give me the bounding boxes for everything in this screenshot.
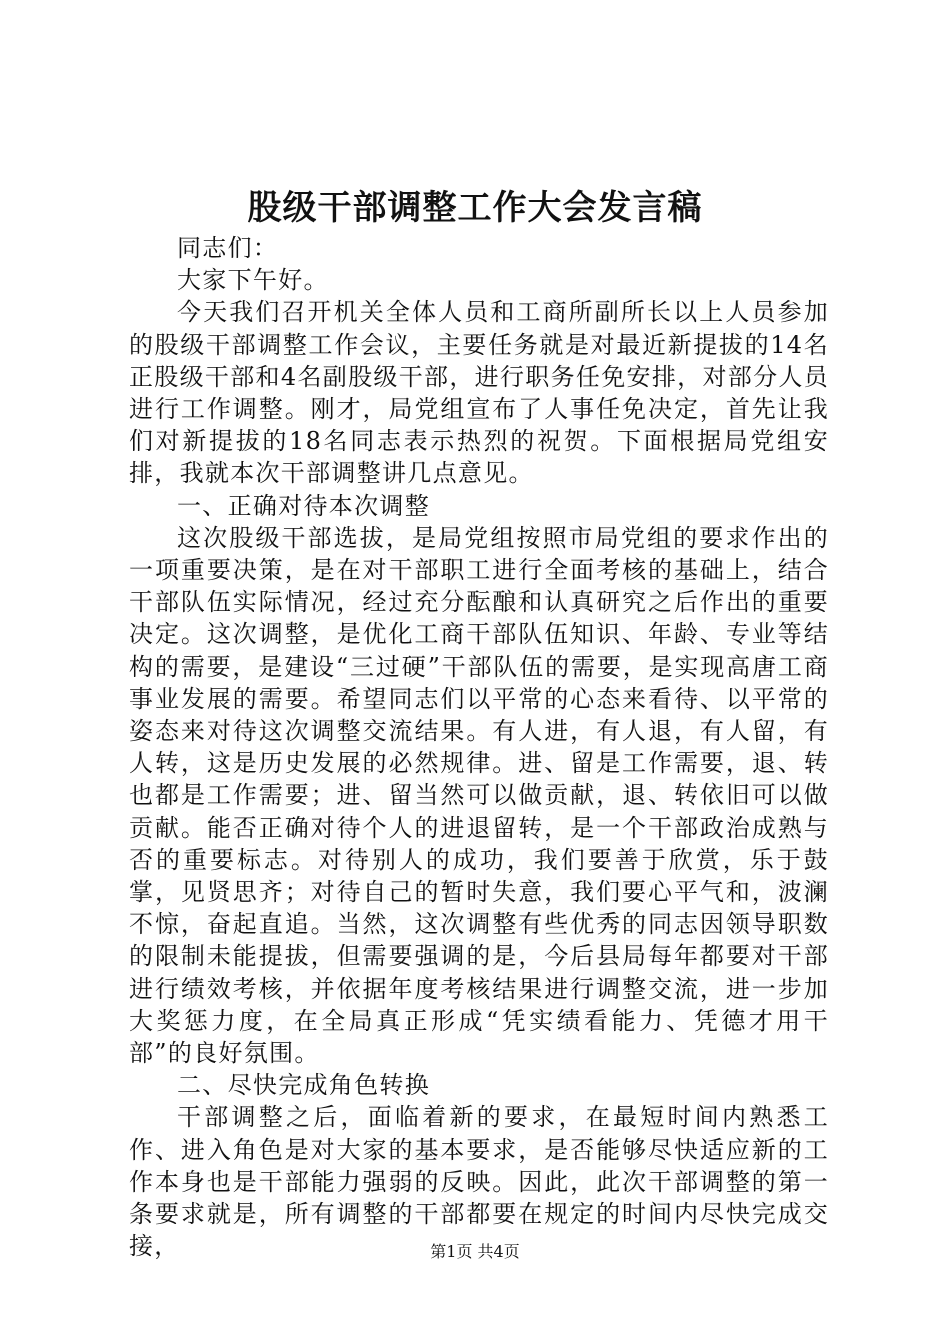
greeting: 大家下午好。 xyxy=(177,266,329,295)
page-footer: 第1页 共4页 xyxy=(430,1242,520,1261)
document-title: 股级干部调整工作大会发言稿 xyxy=(247,188,703,228)
section-1-paragraph: 这次股级干部选拔，是局党组按照市局党组的要求作出的一项重要决策，是在对干部职工进行全面考核的基础上，结合干部队伍实际情况，经过充分酝酿和认真研究之后作出的重要决定。这次调整，是优化工商干部队伍知识、年龄、专业等结构的需要，是建设“三过硬”干部队伍的需要，是实现高唐工商事业发展的需要。希望同志们以平常的心态来看待、以平常的姿态来对待这次调整交流结果。有人进，有人退，有人留，有人转，这是历史发展的必然规律。进、留是工作需要，退、转也都是工作需要；进、留当然可以做贡献，退、转依旧可以做贡献。能否正确对待个人的进退留转，是一个干部政治成熟与否的重要标志。对待别人的成功，我们要善于欣赏，乐于鼓掌，见贤思齐；对待自己的暂时失意，我们要心平气和，波澜不惊，奋起直追。当然，这次调整有些优秀的同志因领导职数的限制未能提拔，但需要强调的是，今后县局每年都要对干部进行绩效考核，并依据年度考核结果进行调整交流，进一步加大奖惩力度，在全局真正形成“凭实绩看能力、凭德才用干部”的良好氛围。 xyxy=(129,523,829,1068)
section-2-paragraph: 干部调整之后，面临着新的要求，在最短时间内熟悉工作、进入角色是对大家的基本要求，是否能够尽快适应新的工作本身也是干部能力强弱的反映。因此，此次干部调整的第一条要求就是，所有调整的干部都要在规定的时间内尽快完成交接， xyxy=(129,1103,829,1261)
section-heading-2: 二、尽快完成角色转换 xyxy=(177,1071,430,1100)
document-body xyxy=(129,232,829,1263)
section-heading-1: 一、正确对待本次调整 xyxy=(177,491,430,520)
intro-paragraph: 今天我们召开机关全体人员和工商所副所长以上人员参加的股级干部调整工作会议，主要任务就是对最近新提拔的14名正股级干部和4名副股级干部，进行职务任免安排，对部分人员进行工作调整。刚才，局党组宣布了人事任免决定，首先让我们对新提拔的18名同志表示热烈的祝贺。下面根据局党组安排，我就本次干部调整讲几点意见。 xyxy=(129,298,829,488)
salutation: 同志们： xyxy=(177,234,279,262)
